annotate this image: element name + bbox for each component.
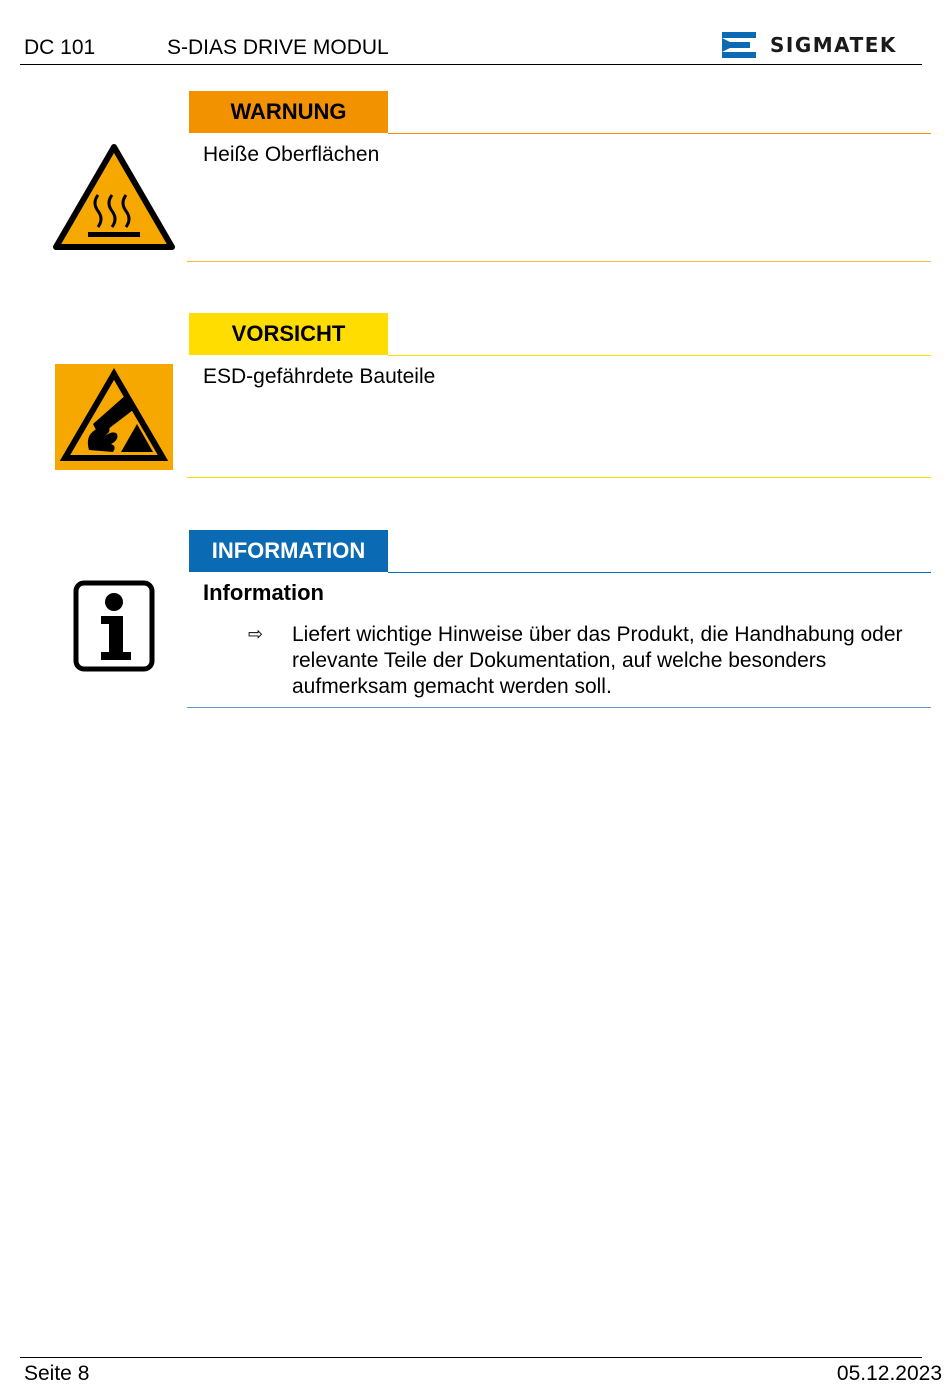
footer-divider <box>20 1357 922 1358</box>
header-divider <box>20 64 922 65</box>
arrow-bullet-icon: ⇨ <box>248 624 264 645</box>
sigmatek-logo <box>722 32 897 58</box>
sigmatek-logo-icon <box>722 32 758 58</box>
information-bullet-text: Liefert wichtige Hinweise über das Produkt, die Handhabung oder relevante Teile der Dokumentation, auf welche besonders aufmerksam gemacht werden soll. <box>292 623 903 698</box>
information-heading: Information <box>203 580 324 605</box>
warning-text: Heiße Oberflächen <box>203 143 380 166</box>
esd-icon <box>55 364 173 470</box>
warning-label: WARNUNG <box>189 91 388 133</box>
warning-header-rule <box>388 133 931 134</box>
caution-label: VORSICHT <box>189 313 388 355</box>
page-number: Seite 8 <box>24 1362 90 1385</box>
info-icon <box>73 580 155 672</box>
document-date: 05.12.2023 <box>836 1362 942 1385</box>
caution-end-rule <box>187 477 931 478</box>
information-label: INFORMATION <box>189 530 388 572</box>
warning-end-rule <box>187 261 931 262</box>
caution-header-rule <box>388 355 931 356</box>
doc-code: DC 101 <box>24 36 96 59</box>
doc-title: S-DIAS DRIVE MODUL <box>167 36 389 59</box>
caution-text: ESD-gefährdete Bauteile <box>203 365 436 388</box>
information-end-rule <box>187 707 931 708</box>
information-header-rule <box>388 572 931 573</box>
logo-text: SIGMATEK <box>770 33 897 57</box>
hot-surface-icon <box>52 143 176 253</box>
